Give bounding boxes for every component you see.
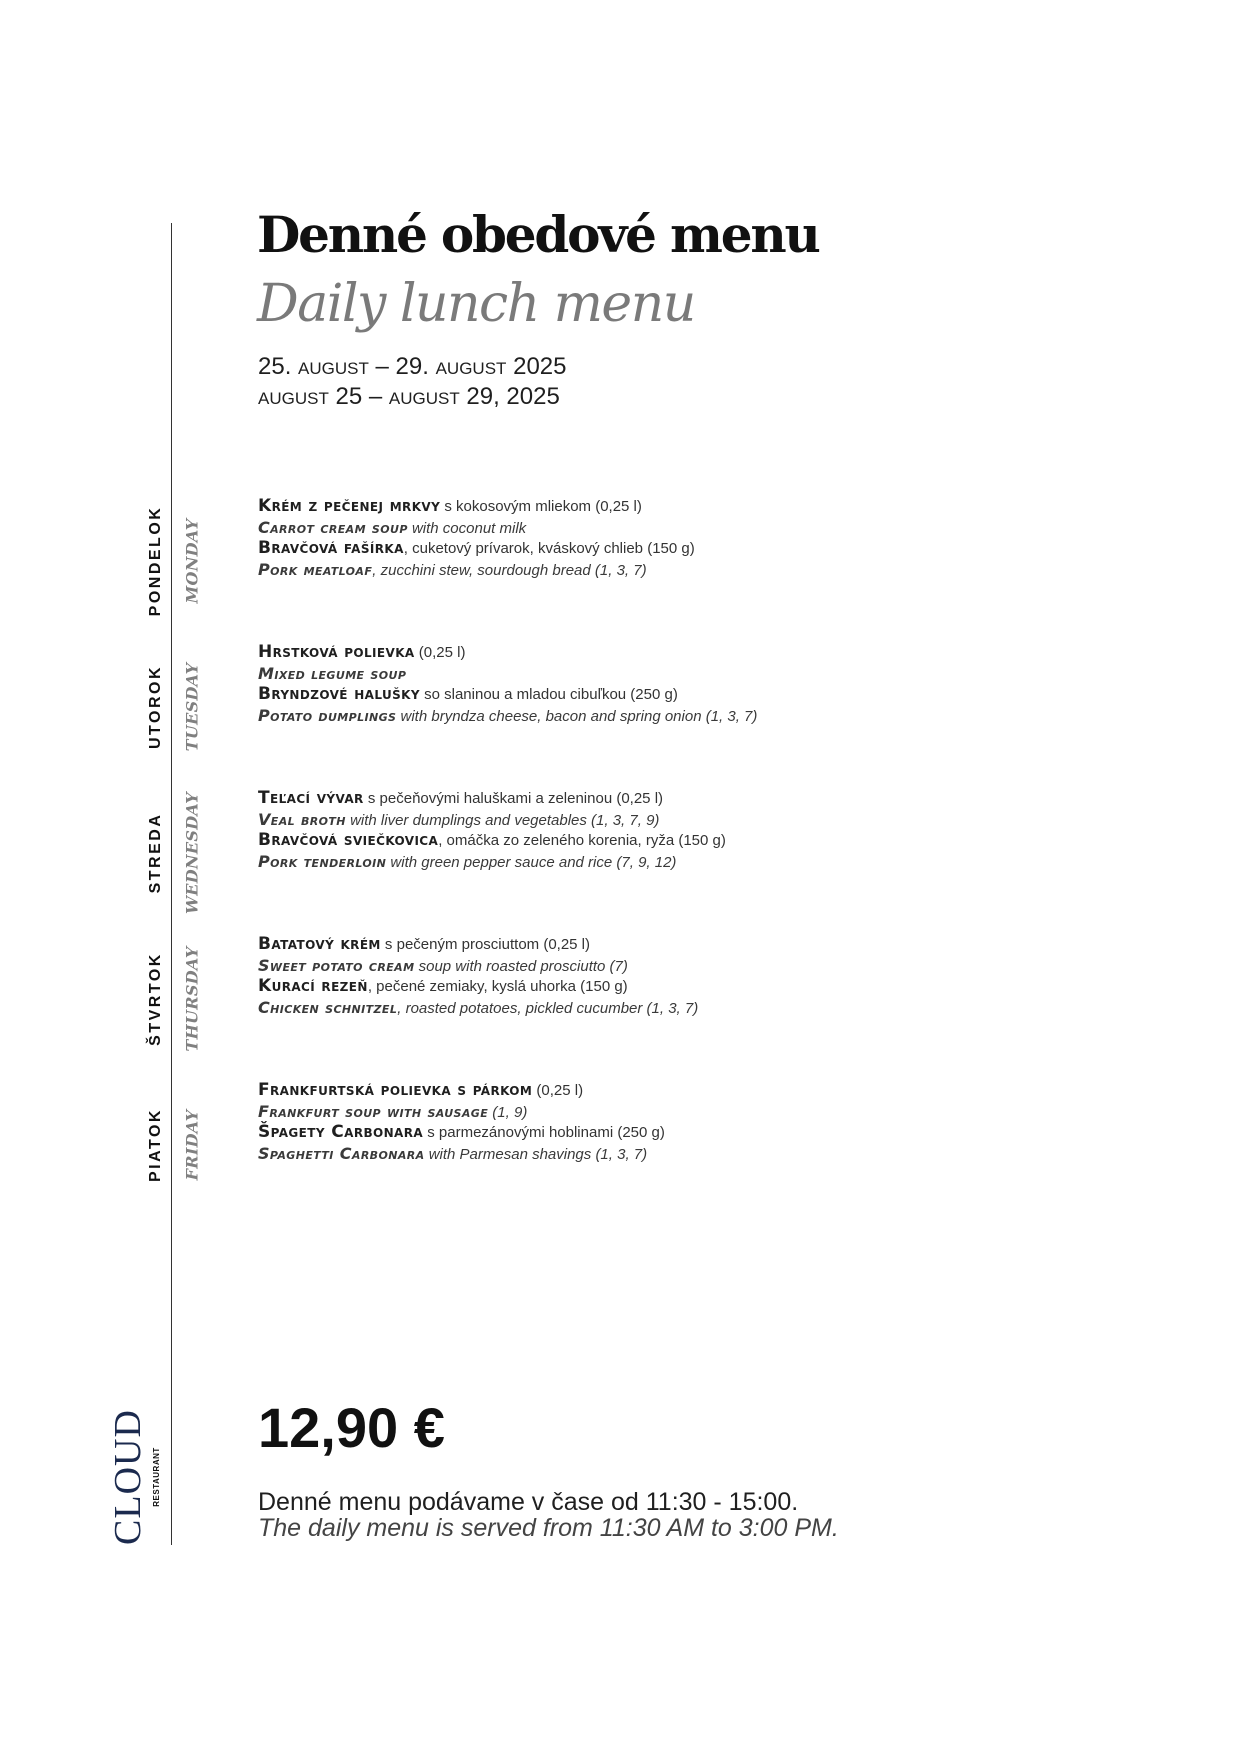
dish-description: s pečeňovými haluškami a zeleninou (0,25 l) (363, 790, 664, 807)
menu-item-soup-en (258, 1101, 665, 1122)
day-section-thursday (140, 934, 1060, 1064)
dish-name: Špagety Carbonara (258, 1122, 424, 1142)
page-title: Denné obedové menu (257, 205, 819, 264)
dish-name: Krém z pečenej mrkvy (258, 496, 441, 516)
day-name-sk: PONDELOK (147, 505, 164, 617)
menu-items (258, 642, 757, 726)
dish-name: Potato dumplings (258, 706, 397, 725)
day-label-en (176, 788, 208, 918)
dish-description: , roasted potatoes, pickled cucumber (1, 3, 7) (397, 1000, 699, 1017)
day-label-en (176, 934, 208, 1064)
dish-name: Bravčová fašírka (258, 538, 404, 558)
date-range-en: august 25 – august 29, 2025 (258, 383, 560, 410)
dish-description: so slaninou a mladou cibuľkou (250 g) (419, 686, 678, 703)
dish-name: Teľací vývar (258, 788, 364, 808)
dish-name: Bryndzové halušky (258, 684, 420, 704)
dish-name: Pork tenderloin (258, 852, 387, 871)
logo-tagline: RESTAURANT (152, 1447, 161, 1507)
menu-items (258, 934, 698, 1018)
day-label-en (176, 496, 208, 626)
day-label-sk (140, 788, 172, 918)
dish-name: Pork meatloaf (258, 560, 373, 579)
dish-description: with coconut milk (407, 520, 527, 537)
dish-name: Hrstková polievka (258, 642, 415, 662)
day-name-en: THURSDAY (182, 946, 202, 1052)
dish-description: s kokosovým mliekom (0,25 l) (440, 498, 642, 515)
menu-item-soup-en (258, 955, 698, 976)
dish-name: Mixed legume soup (258, 664, 407, 683)
page-subtitle: Daily lunch menu (257, 274, 695, 334)
dish-description: (0,25 l) (532, 1082, 584, 1099)
dish-description: with bryndza cheese, bacon and spring onion (1, 3, 7) (396, 708, 758, 725)
day-label-en (176, 1080, 208, 1210)
menu-item-soup-en (258, 663, 757, 684)
day-section-tuesday (140, 642, 1060, 772)
dish-description: s parmezánovými hoblinami (250 g) (423, 1124, 665, 1141)
dish-description: soup with roasted prosciutto (7) (414, 958, 628, 975)
day-name-en: WEDNESDAY (182, 791, 202, 915)
dish-description: , pečené zemiaky, kyslá uhorka (150 g) (367, 978, 628, 995)
dish-description: with Parmesan shavings (1, 3, 7) (424, 1146, 648, 1163)
menu-item-soup-sk (258, 1080, 665, 1101)
menu-item-soup-en (258, 809, 726, 830)
dish-description: , cuketový prívarok, kváskový chlieb (150 g) (403, 540, 695, 557)
dish-name: Veal broth (258, 810, 346, 829)
day-label-sk (140, 496, 172, 626)
menu-items (258, 1080, 665, 1164)
dish-description: , omáčka zo zeleného korenia, ryža (150 g) (438, 832, 726, 849)
menu-item-main-sk (258, 1122, 665, 1143)
day-section-wednesday (140, 788, 1060, 918)
dish-description: (1, 9) (488, 1104, 528, 1121)
menu-item-main-sk (258, 976, 698, 997)
day-name-en: TUESDAY (182, 662, 202, 752)
menu-price: 12,90 € (258, 1396, 445, 1459)
menu-item-main-en (258, 851, 726, 872)
dish-description: (0,25 l) (414, 644, 466, 661)
dish-name: Frankfurtská polievka s párkom (258, 1080, 533, 1100)
dish-description: s pečeným prosciuttom (0,25 l) (380, 936, 591, 953)
day-label-sk (140, 1080, 172, 1210)
menu-item-main-sk (258, 830, 726, 851)
dish-name: Bravčová sviečkovica (258, 830, 439, 850)
date-range-sk: 25. august – 29. august 2025 (258, 353, 567, 380)
serving-hours-sk: Denné menu podávame v čase od 11:30 - 15:00. (258, 1488, 799, 1516)
menu-items (258, 496, 695, 580)
serving-hours-en: The daily menu is served from 11:30 AM to 3:00 PM. (258, 1514, 839, 1542)
dish-name: Frankfurt soup with sausage (258, 1102, 489, 1121)
dish-name: Carrot cream soup (258, 518, 408, 537)
day-section-monday (140, 496, 1060, 626)
day-name-sk: PIATOK (147, 1108, 164, 1182)
menu-item-main-sk (258, 538, 695, 559)
menu-items (258, 788, 726, 872)
menu-item-soup-sk (258, 642, 757, 663)
day-section-friday (140, 1080, 1060, 1210)
day-name-sk: STREDA (147, 812, 164, 894)
day-name-en: FRIDAY (182, 1109, 202, 1181)
dish-description: with green pepper sauce and rice (7, 9, 12) (386, 854, 677, 871)
day-label-sk (140, 642, 172, 772)
menu-item-soup-sk (258, 934, 698, 955)
day-name-en: MONDAY (182, 518, 202, 604)
logo-wordmark: CLOUD (107, 1409, 149, 1545)
menu-item-main-en (258, 1143, 665, 1164)
dish-description: with liver dumplings and vegetables (1, 3, 7, 9) (345, 812, 660, 829)
dish-name: Sweet potato cream (258, 956, 415, 975)
menu-item-soup-sk (258, 496, 695, 517)
day-label-en (176, 642, 208, 772)
restaurant-logo (108, 1410, 168, 1545)
dish-name: Kurací rezeň (258, 976, 368, 996)
day-name-sk: UTOROK (147, 664, 164, 750)
menu-item-soup-sk (258, 788, 726, 809)
day-name-sk: ŠTVRTOK (147, 952, 164, 1046)
menu-item-main-sk (258, 684, 757, 705)
dish-name: Batatový krém (258, 934, 381, 954)
menu-item-main-en (258, 559, 695, 580)
dish-description: , zucchini stew, sourdough bread (1, 3, 7) (372, 562, 647, 579)
menu-item-main-en (258, 705, 757, 726)
dish-name: Chicken schnitzel (258, 998, 398, 1017)
dish-name: Spaghetti Carbonara (258, 1144, 425, 1163)
menu-item-soup-en (258, 517, 695, 538)
menu-item-main-en (258, 997, 698, 1018)
day-label-sk (140, 934, 172, 1064)
